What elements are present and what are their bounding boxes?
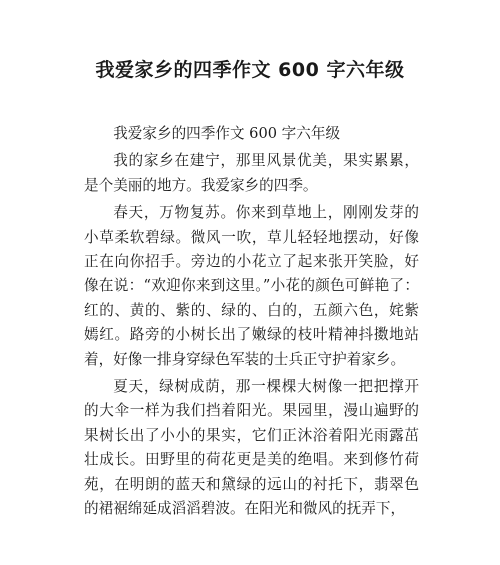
page-title: 我爱家乡的四季作文 600 字六年级 — [95, 59, 405, 81]
paragraph-summer: 夏天，绿树成荫，那一棵棵大树像一把把撑开的大伞一样为我们挡着阳光。果园里，漫山遍野的果树长出了小小的果实，它们正沐浴着阳光雨露茁壮成长。田野里的荷花更是美的绝唱。来到修竹荷苑，在明朗的蓝天和黛绿的远山的衬托下，翡翠色的裙裾绵延成滔滔碧波。在阳光和微风的抚弄下， — [84, 378, 419, 518]
article-body — [84, 122, 419, 525]
paragraph-intro: 我的家乡在建宁，那里风景优美，果实累累，是个美丽的地方。我爱家乡的四季。 — [84, 152, 419, 194]
paragraph-spring: 春天，万物复苏。你来到草地上，刚刚发芽的小草柔软碧绿。微风一吹，草儿轻轻地摆动，好像正在向你招手。旁边的小花立了起来张开笑脸，好像在说：“欢迎你来到这里。”小花的颜色可鲜艳了：红的、黄的、紫的、绿的、白的，五颜六色，姹紫嫣红。路旁的小树长出了嫩绿的枝叶精神抖擞地站着，好像一排身穿绿色军装的士兵正守护着家乡。 — [84, 204, 419, 368]
article-subtitle: 我爱家乡的四季作文 600 字六年级 — [113, 125, 341, 142]
